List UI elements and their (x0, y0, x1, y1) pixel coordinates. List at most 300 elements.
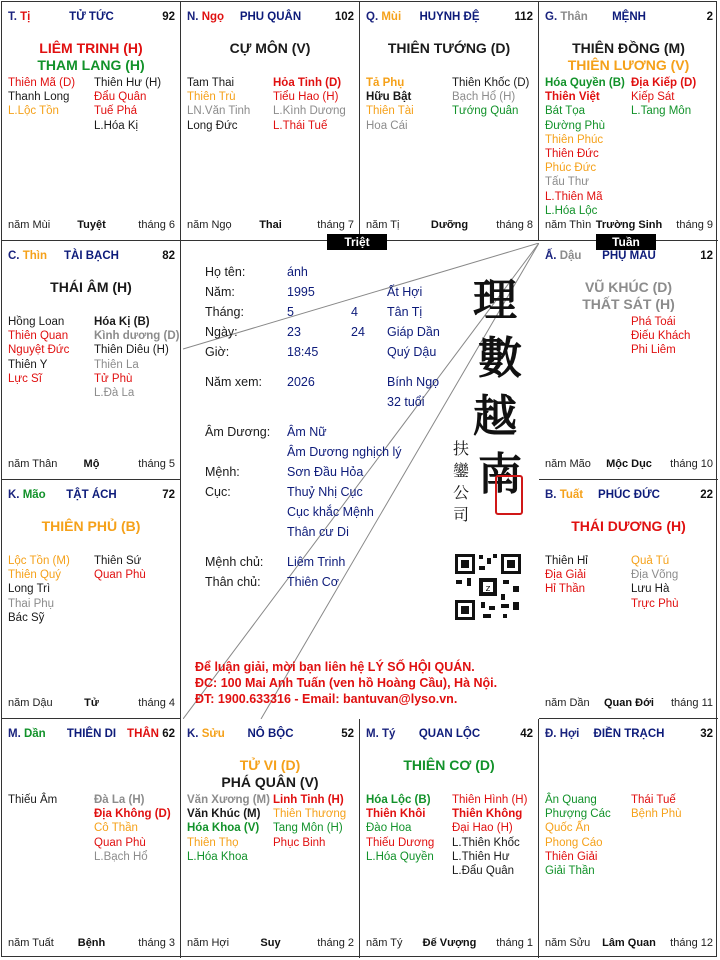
minor-star: Lưu Hà (631, 583, 670, 596)
palace-month: tháng 1 (496, 937, 533, 949)
minor-star: Lực Sĩ (8, 372, 42, 385)
palace-month: tháng 4 (138, 697, 175, 709)
palace-branch-name: Tý (381, 728, 396, 740)
palace-name: ĐIỀN TRẠCH (593, 728, 665, 740)
minor-star: Phá Toái (631, 316, 676, 328)
palace-year: năm Thìn (545, 219, 592, 231)
minor-stars-left (8, 76, 75, 119)
minor-star: Tấu Thư (545, 176, 589, 189)
minor-star: Quan Phù (94, 836, 146, 849)
minor-star: Thiên Phúc (545, 133, 604, 146)
palace-footer (545, 219, 713, 233)
palace-header (8, 11, 175, 27)
minor-star: Lộc Tồn (M) (8, 555, 70, 567)
minor-stars-left (366, 76, 414, 133)
main-star: THAM LANG (H) (37, 57, 145, 73)
year-label: Năm: (205, 285, 235, 299)
palace-stage: Trường Sinh (595, 219, 663, 231)
minor-star: Phi Liêm (631, 344, 676, 357)
minor-star: Đường Phù (545, 119, 605, 132)
main-stars (360, 757, 538, 774)
name-label: Họ tên: (205, 265, 246, 279)
minor-star: Tang Môn (H) (273, 822, 343, 835)
red-seal (495, 475, 523, 515)
palace-branch-prefix: K. (187, 728, 199, 740)
minor-star: Tiểu Hao (H) (273, 91, 339, 104)
palace-stage: Mộc Dục (606, 458, 652, 470)
palace-month: tháng 10 (670, 458, 713, 470)
palace-than (539, 2, 718, 241)
palace-header (8, 489, 175, 505)
seal-side-char-3: 公 (453, 483, 470, 502)
palace-year: năm Ngọ (187, 219, 232, 231)
minor-star: Giải Thần (545, 865, 595, 878)
minor-star: Điếu Khách (631, 330, 691, 343)
minor-star: Hóa Lộc (B) (366, 794, 431, 806)
hour-value: 18:45 (287, 345, 319, 359)
palace-header (545, 489, 713, 505)
palace-name: TÀI BẠCH (64, 250, 119, 262)
main-stars (2, 40, 180, 74)
minor-stars-right (631, 554, 679, 611)
view-year-value: 2026 (287, 375, 315, 389)
palace-name: TỬ TỨC (69, 11, 114, 23)
minor-star: Thiên Thọ (187, 836, 239, 849)
main-star: TỬ VI (D) (239, 757, 301, 773)
palace-stage: Đế Vượng (422, 937, 477, 949)
palace-stage: Mộ (83, 458, 100, 470)
minor-star: Thiên Quý (8, 569, 62, 582)
svg-text:z: z (485, 584, 491, 594)
palace-name: NÔ BỘC (247, 728, 294, 740)
minor-star: Nguyệt Đức (8, 344, 70, 357)
palace-month: tháng 9 (676, 219, 713, 231)
seal-side-char-2: 鑾 (453, 461, 470, 480)
minor-star: Cô Thần (94, 822, 138, 835)
hour-label: Giờ: (205, 345, 230, 359)
minor-star: Thái Tuế (631, 794, 676, 806)
minor-star: Phượng Các (545, 808, 611, 821)
month-value: 5 (287, 305, 294, 319)
palace-name: PHỤ MẪU (602, 250, 656, 262)
palace-number: 102 (334, 11, 354, 23)
amduong-value: Âm Nữ (287, 425, 327, 439)
minor-star: Thiên Tài (366, 105, 414, 118)
minor-stars-left (187, 76, 250, 133)
minor-star: Địa Kiếp (D) (631, 77, 697, 89)
minor-star: Kình dương (D) (94, 330, 180, 343)
palace-footer (545, 937, 713, 951)
minor-star: Thiên Quan (8, 330, 69, 343)
main-stars (181, 757, 359, 791)
palace-footer (8, 458, 175, 472)
minor-star: Đại Hao (H) (452, 822, 513, 835)
menh-value: Sơn Đầu Hỏa (287, 465, 364, 479)
minor-stars-left (8, 793, 57, 807)
main-stars (539, 40, 718, 74)
palace-number: 22 (700, 489, 713, 501)
palace-number: 12 (700, 250, 713, 262)
palace-month: tháng 5 (138, 458, 175, 470)
minor-stars-left (545, 76, 625, 218)
calligraphy-char-4: 南 (478, 449, 522, 500)
minor-star: Hỏa Tinh (D) (273, 77, 342, 89)
minor-star: Thiên Hỉ (545, 555, 588, 567)
main-star: LIÊM TRINH (H) (39, 40, 143, 56)
main-star: VŨ KHÚC (D) (584, 279, 673, 295)
minor-star: Đào Hoa (366, 822, 412, 835)
minor-star: Thiên Hư (H) (94, 77, 162, 89)
menh-label: Mệnh: (205, 465, 240, 479)
palace-branch-prefix: B. (545, 489, 557, 501)
month-canchi: Tân Tị (387, 305, 423, 319)
contact-line-3: ĐT: 1900.633316 - Email: bantuvan@lyso.vn. (195, 692, 458, 706)
palace-dau (539, 241, 718, 480)
palace-branch-name: Tuất (559, 489, 584, 501)
minor-star: Thiên Sứ (94, 555, 142, 567)
day-lunar: 24 (351, 325, 365, 339)
center-info-panel (183, 243, 539, 719)
minor-stars-left (545, 793, 611, 878)
minor-star: Thiên Thương (273, 808, 347, 821)
palace-year: năm Tuất (8, 937, 54, 949)
day-label: Ngày: (205, 325, 238, 339)
minor-star: Linh Tinh (H) (273, 794, 344, 806)
minor-star: L.Đẩu Quân (452, 865, 515, 878)
palace-branch-prefix: T. (8, 11, 17, 23)
palace-header (545, 11, 713, 27)
view-year-label: Năm xem: (205, 375, 262, 389)
calligraphy-char-2: 數 (478, 333, 522, 384)
palace-number: 62 (162, 728, 175, 740)
palace-ti (2, 2, 181, 241)
minor-stars-left (366, 793, 434, 864)
palace-header (366, 728, 533, 744)
view-year-canchi: Bính Ngọ (387, 375, 440, 389)
main-star: PHÁ QUÂN (V) (221, 774, 319, 790)
main-stars (539, 279, 718, 313)
main-star: CỰ MÔN (V) (229, 40, 311, 56)
triet-tag: Triệt (327, 234, 387, 250)
cuc-note-2: Thân cư Di (287, 525, 349, 539)
minor-star: Thiên Khốc (D) (452, 77, 530, 89)
palace-year: năm Thân (8, 458, 58, 470)
minor-star: Bác Sỹ (8, 611, 45, 624)
minor-star: Thiếu Âm (8, 794, 58, 806)
main-star: THẤT SÁT (H) (582, 296, 675, 312)
minor-star: L.Tang Môn (631, 105, 692, 118)
palace-month: tháng 7 (317, 219, 354, 231)
minor-star: L.Thiên Hư (452, 850, 510, 863)
palace-number: 72 (162, 489, 175, 501)
minor-star: Địa Không (D) (94, 808, 171, 821)
minor-star: Thiên Giải (545, 850, 598, 863)
minor-star: Phong Cáo (545, 836, 603, 849)
minor-star: Thiên Hình (H) (452, 794, 528, 806)
main-star: THIÊN TƯỚNG (D) (387, 40, 511, 56)
palace-stage: Suy (260, 937, 281, 949)
palace-footer (187, 219, 354, 233)
palace-name: MỆNH (612, 11, 646, 23)
palace-footer (8, 697, 175, 711)
minor-star: Phục Binh (273, 836, 326, 849)
palace-header (8, 728, 175, 744)
palace-year: năm Hợi (187, 937, 230, 949)
minor-star: LN.Văn Tinh (187, 105, 251, 118)
minor-star: Thiên Đức (545, 148, 599, 161)
minor-stars-right (452, 793, 527, 878)
hour-canchi: Quý Dậu (387, 345, 437, 359)
palace-ngo (181, 2, 360, 241)
minor-star: Đẩu Quân (94, 91, 147, 104)
palace-mao (2, 480, 181, 719)
minor-stars-left (8, 554, 70, 625)
minor-star: L.Lộc Tồn (8, 105, 59, 118)
cuc-label: Cục: (205, 485, 231, 499)
minor-star: Hóa Kị (B) (94, 316, 150, 328)
minor-star: L.Hóa Khoa (187, 850, 248, 863)
minor-star: L.Hóa Quyền (366, 850, 434, 863)
palace-number: 32 (700, 728, 713, 740)
qr-code-icon (453, 552, 523, 622)
palace-stage: Thai (259, 219, 282, 231)
palace-year: năm Tý (366, 937, 403, 949)
minor-stars-right (273, 76, 346, 133)
minor-star: L.Thiên Mã (545, 190, 603, 203)
palace-branch-name: Sửu (201, 728, 225, 740)
minor-star: Tử Phù (94, 372, 133, 385)
palace-number: 52 (341, 728, 354, 740)
menh-chu-value: Liêm Trinh (287, 555, 346, 569)
palace-branch-name: Thìn (22, 250, 47, 262)
minor-star: L.Bạch Hổ (94, 850, 148, 863)
main-star: THIÊN LƯƠNG (V) (567, 57, 690, 73)
day-value: 23 (287, 325, 301, 339)
main-star: THIÊN ĐỒNG (M) (572, 40, 685, 56)
palace-number: 82 (162, 250, 175, 262)
palace-suu (181, 719, 360, 958)
palace-stage: Tuyệt (77, 219, 106, 231)
minor-star: Bạch Hổ (H) (452, 91, 516, 104)
main-star: THÁI DƯƠNG (H) (571, 518, 686, 534)
minor-star: Kiếp Sát (631, 91, 675, 104)
minor-star: Tuế Phá (94, 105, 138, 118)
palace-branch-prefix: K. (8, 489, 20, 501)
palace-footer (366, 937, 533, 951)
year-value: 1995 (287, 285, 315, 299)
than-chu-label: Thân chủ: (205, 575, 261, 589)
palace-branch-prefix: M. (366, 728, 379, 740)
name-value: ánh (287, 265, 308, 279)
palace-header (187, 11, 354, 27)
amduong-label: Âm Dương: (205, 425, 271, 439)
month-lunar: 4 (351, 305, 358, 319)
minor-star: Thiên Mã (D) (8, 77, 76, 89)
palace-footer (545, 697, 713, 711)
minor-stars-right (94, 793, 171, 864)
minor-star: L.Hóa Kị (94, 119, 139, 132)
minor-star: Địa Võng (631, 569, 679, 582)
contact-line-2: ĐC: 100 Mai Anh Tuấn (ven hồ Hoàng Cầu), Hà Nội. (195, 676, 498, 690)
minor-star: Thanh Long (8, 91, 70, 104)
minor-star: Hóa Quyền (B) (545, 77, 625, 89)
palace-month: tháng 8 (496, 219, 533, 231)
minor-stars-left (187, 793, 270, 864)
cuc-value: Thuỷ Nhị Cục (287, 485, 363, 499)
minor-star: Hồng Loan (8, 316, 65, 328)
palace-footer (545, 458, 713, 472)
palace-header (366, 11, 533, 27)
minor-stars-left (545, 554, 588, 597)
main-star: THIÊN PHỦ (B) (41, 518, 141, 534)
palace-branch-prefix: Ấ. (545, 250, 557, 262)
palace-branch-name: Mùi (381, 11, 402, 23)
palace-stage: Bệnh (77, 937, 106, 949)
day-canchi: Giáp Dần (387, 325, 440, 339)
palace-year: năm Mùi (8, 219, 51, 231)
minor-star: Bệnh Phù (631, 808, 682, 821)
main-stars (181, 40, 359, 57)
palace-mui (360, 2, 539, 241)
palace-branch-name: Dần (23, 728, 46, 740)
palace-year: năm Sửu (545, 937, 591, 949)
minor-stars-left (8, 315, 69, 386)
minor-star: Thiên Diêu (H) (94, 344, 169, 357)
minor-star: Long Trì (8, 583, 51, 596)
minor-star: L.Đà La (94, 387, 135, 400)
palace-branch-prefix: Q. (366, 11, 379, 23)
calligraphy-char-1: 理 (473, 275, 517, 326)
palace-dan (2, 719, 181, 958)
palace-branch-prefix: N. (187, 11, 199, 23)
palace-year: năm Tị (366, 219, 400, 231)
cuc-note-1: Cục khắc Mệnh (287, 505, 374, 519)
palace-header (545, 250, 713, 266)
main-stars (539, 518, 718, 535)
palace-header (545, 728, 713, 744)
horoscope-chart (1, 1, 717, 957)
palace-branch-name: Ngọ (201, 11, 225, 23)
seal-side-char-1: 扶 (453, 439, 470, 458)
palace-branch-name: Dậu (559, 250, 582, 262)
tuan-tag: Tuần (596, 234, 656, 250)
palace-branch-prefix: Đ. (545, 728, 557, 740)
minor-stars-right (631, 315, 690, 358)
minor-star: Tam Thai (187, 77, 235, 89)
palace-thin (2, 241, 181, 480)
amduong-note: Âm Dương nghịch lý (287, 445, 402, 459)
minor-star: Địa Giải (545, 569, 586, 582)
palace-branch-prefix: M. (8, 728, 21, 740)
than-chu-value: Thiên Cơ (287, 575, 339, 589)
palace-footer (366, 219, 533, 233)
main-star: THÁI ÂM (H) (50, 279, 132, 295)
minor-star: Quốc Ấn (545, 822, 590, 835)
minor-star: L.Hóa Lộc (545, 204, 598, 217)
minor-star: Đà La (H) (94, 794, 145, 806)
minor-stars-right (631, 793, 682, 821)
palace-hoi (539, 719, 718, 958)
minor-star: Thiên Không (452, 808, 523, 821)
palace-name: QUAN LỘC (418, 728, 481, 740)
minor-star: Ân Quang (545, 794, 597, 806)
menh-chu-label: Mệnh chủ: (205, 555, 264, 569)
main-stars (360, 40, 538, 57)
palace-branch-prefix: G. (545, 11, 558, 23)
palace-month: tháng 6 (138, 219, 175, 231)
seal-side-char-4: 司 (453, 505, 470, 524)
minor-stars-right (452, 76, 529, 119)
contact-line-1: Để luận giải, mời bạn liên hệ LÝ SỐ HỘI QUÁN. (195, 660, 475, 674)
palace-month: tháng 2 (317, 937, 354, 949)
palace-header (187, 728, 354, 744)
minor-star: Bát Tọa (545, 105, 586, 118)
palace-stage: Dưỡng (430, 219, 469, 231)
calligraphy-char-3: 越 (473, 391, 517, 442)
minor-star: Hỉ Thần (545, 583, 586, 596)
palace-name: PHU QUÂN (239, 11, 302, 23)
palace-stage: Tử (84, 697, 99, 709)
minor-star: Tả Phụ (366, 77, 405, 89)
minor-stars-right (94, 76, 161, 133)
minor-star: Thiên La (94, 358, 139, 371)
minor-star: Thiên Việt (545, 91, 600, 104)
minor-star: Thiên Trù (187, 91, 236, 104)
palace-month: tháng 12 (670, 937, 713, 949)
palace-year: năm Dậu (8, 697, 53, 709)
palace-footer (8, 937, 175, 951)
minor-star: L.Thiên Khốc (452, 836, 520, 849)
palace-branch-name: Tị (20, 11, 31, 23)
minor-star: Văn Xương (M) (187, 794, 270, 806)
year-canchi: Ất Hợi (387, 285, 423, 299)
minor-star: Quan Phù (94, 569, 146, 582)
palace-footer (8, 219, 175, 233)
minor-star: Thai Phụ (8, 597, 55, 610)
palace-name: TẬT ÁCH (66, 489, 117, 501)
palace-footer (187, 937, 354, 951)
palace-name: HUYNH ĐỆ (419, 11, 480, 23)
palace-number: 42 (520, 728, 533, 740)
minor-star: Tướng Quân (452, 105, 519, 118)
palace-stage: Lâm Quan (602, 937, 656, 949)
palace-header (8, 250, 175, 266)
palace-name: PHÚC ĐỨC (598, 489, 660, 501)
palace-year: năm Dần (545, 697, 590, 709)
palace-branch-prefix: C. (8, 250, 20, 262)
minor-stars-right (631, 76, 696, 119)
palace-name: THIÊN DI (66, 728, 117, 740)
palace-branch-name: Thân (560, 11, 588, 23)
minor-star: Long Đức (187, 119, 238, 132)
palace-tuat (539, 480, 718, 719)
minor-star: Hữu Bật (366, 91, 412, 104)
than-marker: THÂN (127, 728, 159, 740)
main-stars (2, 518, 180, 535)
palace-branch-name: Mão (22, 489, 46, 501)
palace-number: 112 (514, 11, 533, 23)
minor-star: Thiên Y (8, 358, 48, 371)
minor-star: Trực Phù (631, 597, 679, 610)
minor-star: Thiên Khôi (366, 808, 426, 821)
palace-ty (360, 719, 539, 958)
minor-stars-right (273, 793, 346, 850)
main-stars (2, 279, 180, 296)
palace-number: 2 (706, 11, 713, 23)
palace-number: 92 (162, 11, 175, 23)
minor-star: Phúc Đức (545, 162, 597, 175)
minor-star: Văn Khúc (M) (187, 808, 261, 821)
